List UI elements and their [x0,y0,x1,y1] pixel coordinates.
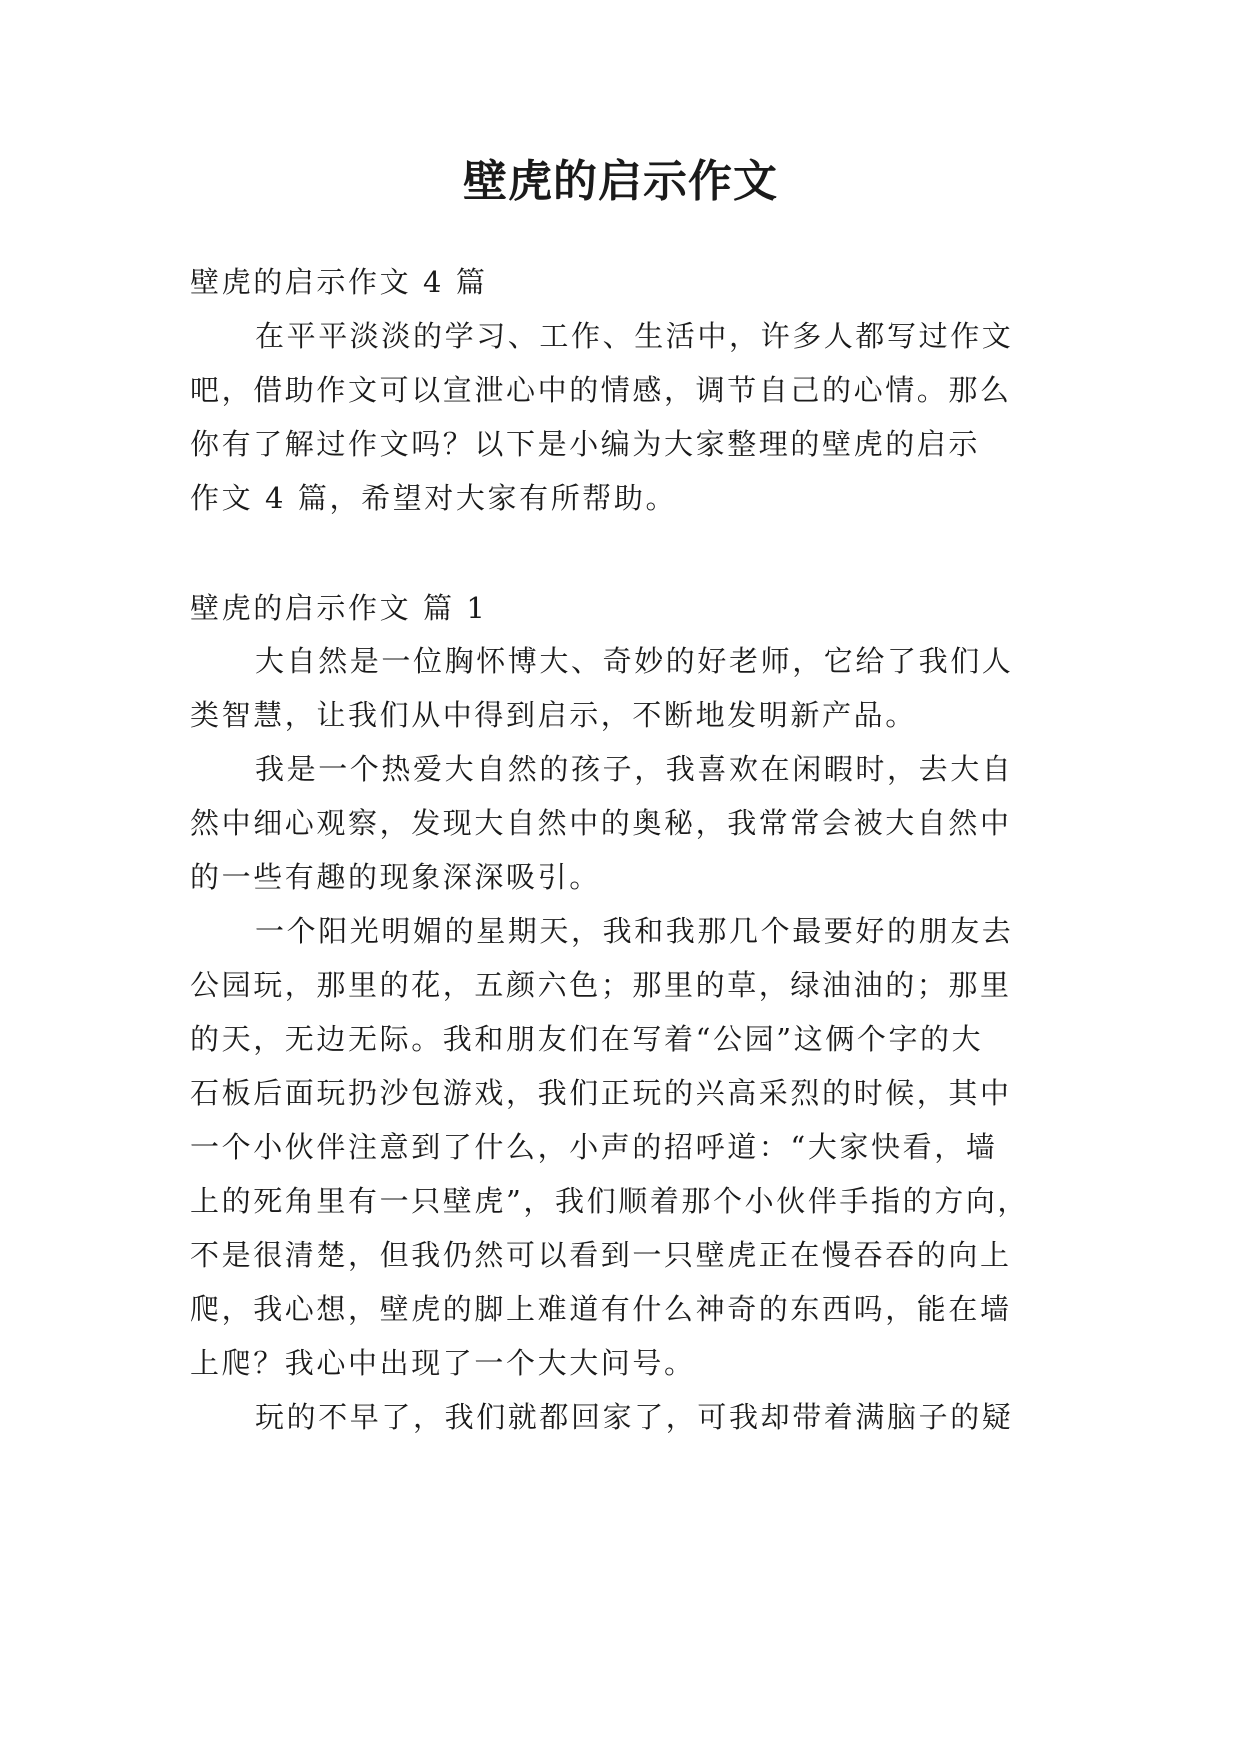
subtitle-line: 壁虎的启示作文 4 篇 [190,265,488,299]
document-title: 壁虎的启示作文 [463,156,778,207]
body-line: 大自然是一位胸怀博大、奇妙的好老师，它给了我们人 [255,644,1014,678]
intro-line-1: 在平平淡淡的学习、工作、生活中，许多人都写过作文 [255,319,1014,353]
body-line: 然中细心观察，发现大自然中的奥秘，我常常会被大自然中 [190,806,1012,840]
body-line: 上爬？我心中出现了一个大大问号。 [190,1346,696,1380]
body-line: 公园玩，那里的花，五颜六色；那里的草，绿油油的；那里 [190,968,1012,1002]
body-line: 玩的不早了，我们就都回家了，可我却带着满脑子的疑 [255,1400,1014,1434]
body-line: 一个阳光明媚的星期天，我和我那几个最要好的朋友去 [255,914,1014,948]
body-line: 类智慧，让我们从中得到启示，不断地发明新产品。 [190,698,917,732]
body-line: 爬，我心想，壁虎的脚上难道有什么神奇的东西吗，能在墙 [190,1292,1012,1326]
body-line: 上的死角里有一只壁虎”，我们顺着那个小伙伴手指的方向， [190,1184,1030,1218]
body-line: 的一些有趣的现象深深吸引。 [190,860,601,894]
section-heading: 壁虎的启示作文 篇 1 [190,591,488,625]
intro-line-4: 作文 4 篇，希望对大家有所帮助。 [190,481,678,515]
intro-line-3: 你有了解过作文吗？以下是小编为大家整理的壁虎的启示 [190,427,981,461]
intro-line-2: 吧，借助作文可以宣泄心中的情感，调节自己的心情。那么 [190,373,1012,407]
body-line: 一个小伙伴注意到了什么，小声的招呼道：“大家快看，墙 [190,1130,998,1164]
body-line: 我是一个热爱大自然的孩子，我喜欢在闲暇时，去大自 [255,752,1014,786]
body-line: 的天，无边无际。我和朋友们在写着“公园”这俩个字的大 [190,1022,984,1056]
body-line: 不是很清楚，但我仍然可以看到一只壁虎正在慢吞吞的向上 [190,1238,1012,1272]
body-line: 石板后面玩扔沙包游戏，我们正玩的兴高采烈的时候，其中 [190,1076,1012,1110]
